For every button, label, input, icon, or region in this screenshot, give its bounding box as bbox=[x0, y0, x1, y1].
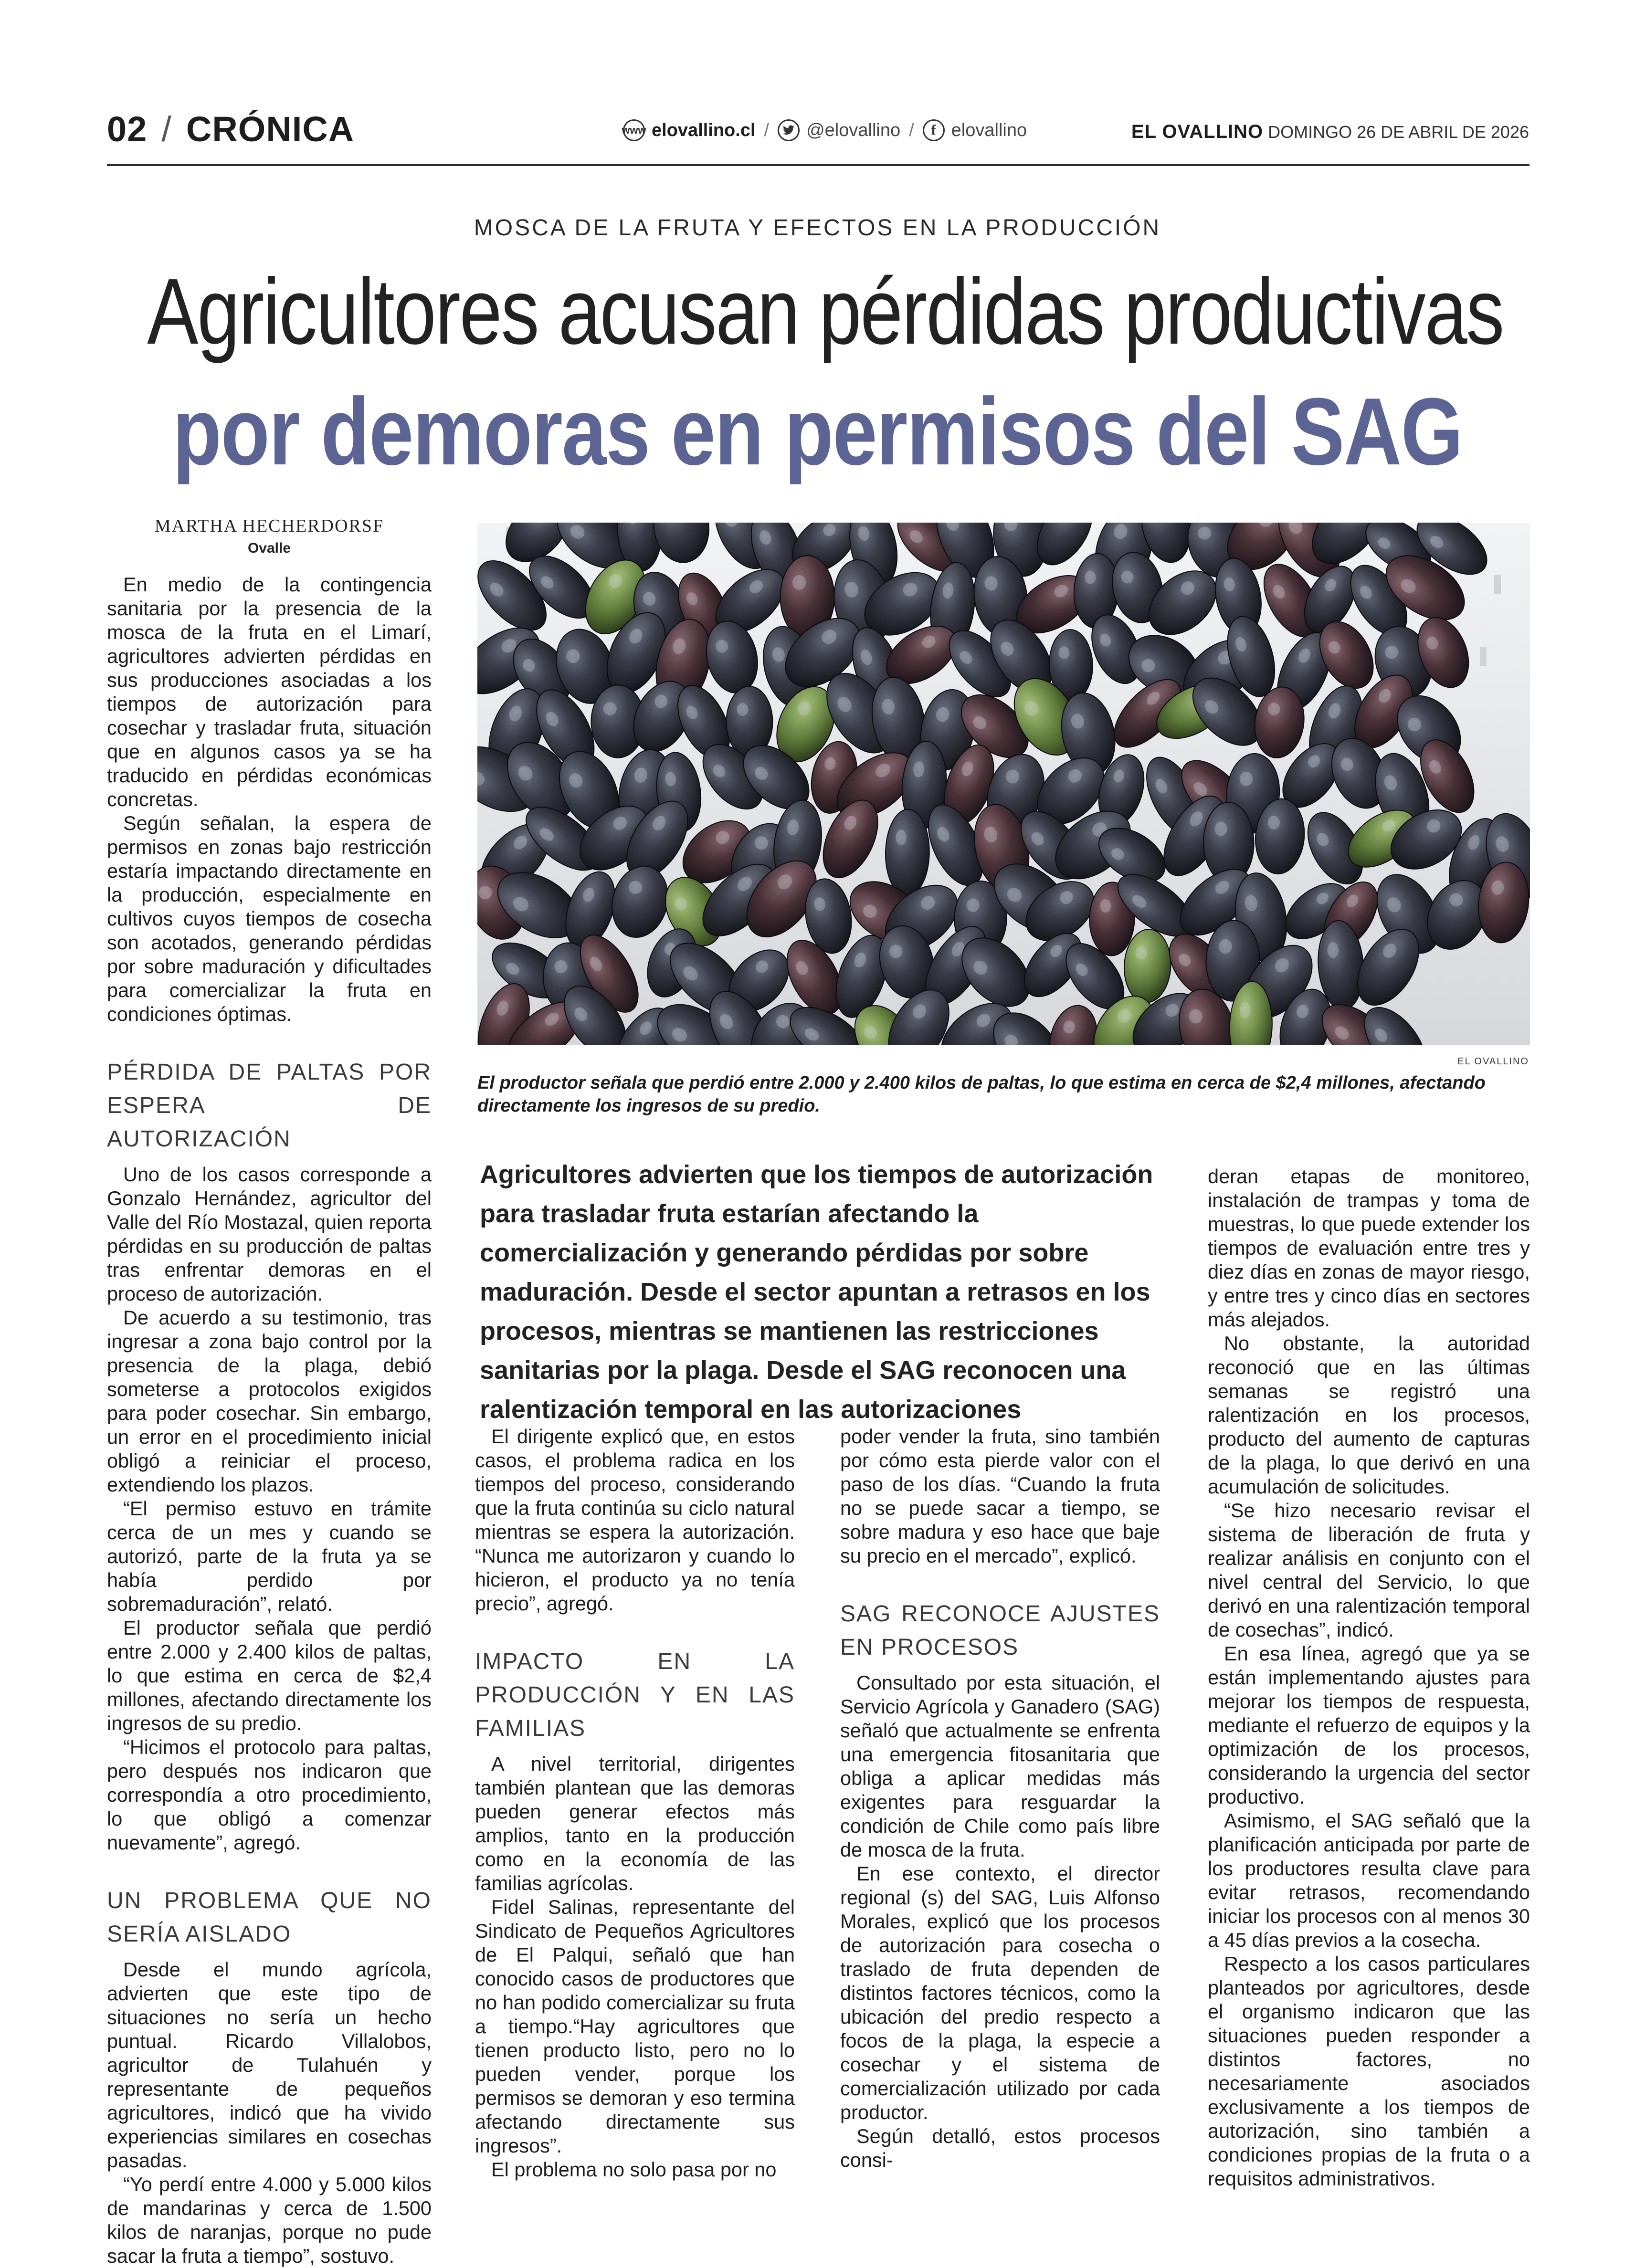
subheading: PÉRDIDA DE PALTAS POR ESPERA DE AUTORIZACIÓN bbox=[107, 1056, 432, 1156]
paragraph: De acuerdo a su testimonio, tras ingresar a zona bajo control por la presencia de la plaga, debió someterse a protocolos exigidos para poder cosechar. Sin embargo, un error en el procedimiento inicial obligó a reiniciar el proceso, extendiendo los plazos. bbox=[107, 1306, 432, 1497]
article-kicker: MOSCA DE LA FRUTA Y EFECTOS EN LA PRODUCCIÓN bbox=[0, 215, 1635, 241]
photo-credit: EL OVALLINO bbox=[1457, 1056, 1529, 1067]
paragraph: “El permiso estuvo en trámite cerca de un mes y cuando se autorizó, parte de la fruta ya se había perdido por sobremaduración”, relató. bbox=[107, 1497, 432, 1616]
author-name: MARTHA HECHERDORSF bbox=[107, 515, 432, 536]
paragraph: “Se hizo necesario revisar el sistema de liberación de fruta y realizar análisis en conjunto con el nivel central del Servicio, lo que derivó en una ralentización temporal de cosechas”, indicó. bbox=[1208, 1499, 1530, 1642]
header-divider bbox=[107, 164, 1530, 166]
avocado-highlight bbox=[792, 575, 806, 590]
twitter-icon bbox=[778, 119, 800, 141]
avocado-crate-illustration bbox=[477, 523, 1530, 1045]
article-column-1 bbox=[107, 573, 432, 2268]
newspaper-info bbox=[1131, 121, 1529, 143]
section-header bbox=[107, 109, 354, 149]
paragraph: Según señalan, la espera de permisos en zonas bajo restricción estaría impactando directamente en la producción, especialmente en cultivos cuyos tiempos de cosecha son acotados, generando pérdidas por sobre maduración y dificultades para comercializar la fruta en condiciones óptimas. bbox=[107, 811, 432, 1026]
paragraph: El dirigente explicó que, en estos casos, el problema radica en los tiempos del proceso, considerando que la fruta continúa su ciclo natural mientras se espera la autorización. “Nunca me autorizaron y cuando lo hicieron, el producto ya no tenía precio”, agregó. bbox=[475, 1425, 795, 1616]
facebook-handle[interactable]: elovallino bbox=[951, 120, 1027, 141]
paragraph: Fidel Salinas, representante del Sindicato de Pequeños Agricultores de El Palqui, señaló que han conocido casos de productores que no han podido comercializar su fruta a tiempo.“Hay agricultores que tienen producto listo, pero no lo pueden vender, porque los permisos se demoran y eso termina afectando directamente sus ingresos”. bbox=[475, 1895, 795, 2158]
paragraph: deran etapas de monitoreo, instalación de trampas y toma de muestras, lo que puede extender los tiempos de evaluación entre tres y diez días en zonas de mayor riesgo, y entre tres y cinco días en sectores más alejados. bbox=[1208, 1165, 1530, 1332]
paragraph: Consultado por esta situación, el Servicio Agrícola y Ganadero (SAG) señaló que actualmente se enfrenta una emergencia fitosanitaria que obliga a aplicar medidas más exigentes para resguardar la condición de Chile como país libre de mosca de la fruta. bbox=[840, 1671, 1160, 1862]
paragraph: El productor señala que perdió entre 2.000 y 2.400 kilos de paltas, lo que estima en cerca de $2,4 millones, afectando directamente los ingresos de su predio. bbox=[107, 1616, 432, 1735]
subheading: SAG RECONOCE AJUSTES EN PROCESOS bbox=[840, 1597, 1160, 1664]
paragraph: Según detalló, estos procesos consi- bbox=[840, 2124, 1160, 2172]
article-column-2 bbox=[475, 1425, 795, 2182]
separator: / bbox=[161, 109, 172, 149]
avocado-highlight bbox=[737, 703, 748, 716]
paragraph: “Yo perdí entre 4.000 y 5.000 kilos de mandarinas y cerca de 1.500 kilos de naranjas, porque no pude sacar la fruta a tiempo”, sostuvo. bbox=[107, 2173, 432, 2268]
website-link[interactable]: elovallino.cl bbox=[652, 120, 756, 141]
paragraph: poder vender la fruta, sino también por cómo esta pierde valor con el paso de los días. “Cuando la fruta no se puede sacar a tiempo, se sobre madura y eso hace que baje su precio en el mercado”, explicó. bbox=[840, 1425, 1160, 1568]
headline-line-1: Agricultores acusan pérdidas productivas bbox=[147, 265, 1488, 358]
subheading: UN PROBLEMA QUE NO SERÍA AISLADO bbox=[107, 1884, 432, 1951]
section-name: CRÓNICA bbox=[186, 109, 354, 149]
paragraph: No obstante, la autoridad reconoció que en las últimas semanas se registró una ralentización en los procesos, producto del aumento de capturas de la plaga, lo que derivó en una acumulación de solicitudes. bbox=[1208, 1332, 1530, 1499]
paragraph: Desde el mundo agrícola, advierten que este tipo de situaciones no sería un hecho puntual. Ricardo Villalobos, agricultor de Tulahuén y representante de pequeños agricultores, indicó que ha vivido experiencias similares en cosechas pasadas. bbox=[107, 1958, 432, 2173]
issue-date: DOMINGO 26 DE ABRIL DE 2026 bbox=[1268, 122, 1529, 142]
paragraph: Uno de los casos corresponde a Gonzalo Hernández, agricultor del Valle del Río Mostazal, quien reporta pérdidas en su producción de paltas tras enfrentar demoras en el proceso de autorización. bbox=[107, 1163, 432, 1306]
article-lead: Agricultores advierten que los tiempos de autorización para trasladar fruta estarían afectando la comercialización y generando pérdidas por sobre maduración. Desde el sector apuntan a retrasos en los procesos, mientras se mantienen las restricciones sanitarias por la plaga. Desde el SAG reconocen una ralentización temporal en las autorizaciones bbox=[480, 1155, 1162, 1429]
subheading: IMPACTO EN LA PRODUCCIÓN Y EN LAS FAMILIAS bbox=[475, 1645, 795, 1745]
paragraph: En ese contexto, el director regional (s) del SAG, Luis Alfonso Morales, explicó que los procesos de autorización para cosecha o traslado de fruta dependen de distintos factores técnicos, como la ubicación del predio respecto a focos de la plaga, la especie a cosechar y el sistema de comercialización utilizado por cada productor. bbox=[840, 1862, 1160, 2124]
facebook-icon: f bbox=[923, 119, 945, 141]
photo-caption: El productor señala que perdió entre 2.000 y 2.400 kilos de paltas, lo que estima en cerca de $2,4 millones, afectando directamente los ingresos de su predio. bbox=[477, 1071, 1530, 1117]
page-number: 02 bbox=[107, 109, 147, 149]
twitter-bird-glyph bbox=[782, 125, 795, 136]
article-photo-avocados bbox=[477, 523, 1530, 1045]
paragraph: A nivel territorial, dirigentes también plantean que las demoras pueden generar efectos más amplios, tanto en la producción como en la economía de las familias agrícolas. bbox=[475, 1752, 795, 1895]
article-column-3 bbox=[840, 1425, 1160, 2172]
dateline-location: Ovalle bbox=[107, 540, 432, 556]
twitter-handle[interactable]: @elovallino bbox=[806, 120, 900, 141]
separator: / bbox=[909, 120, 914, 141]
paragraph: En esa línea, agregó que ya se están implementando ajustes para mejorar los tiempos de respuesta, mediante el refuerzo de equipos y la optimización de los procesos, considerando la urgencia del sector productivo. bbox=[1208, 1642, 1530, 1809]
article-column-4 bbox=[1208, 1165, 1530, 2191]
headline-line-2: por demoras en permisos del SAG bbox=[131, 384, 1504, 480]
social-links bbox=[623, 119, 1027, 141]
paragraph: En medio de la contingencia sanitaria por la presencia de la mosca de la fruta en el Limarí, agricultores advierten pérdidas en sus producciones asociadas a los tiempos de autorización para cosechar y trasladar fruta, situación que en algunos casos ya se ha traducido en pérdidas económicas concretas. bbox=[107, 573, 432, 811]
paragraph: El problema no solo pasa por no bbox=[475, 2158, 795, 2182]
avocado-highlight bbox=[603, 702, 617, 715]
separator: / bbox=[764, 120, 770, 141]
paragraph: Asimismo, el SAG señaló que la planificación anticipada por parte de los productores resulta clave para evitar retrasos, recomendando iniciar los procesos con al menos 30 a 45 días previos a la cosecha. bbox=[1208, 1809, 1530, 1952]
paragraph: Respecto a los casos particulares planteados por agricultores, desde el organismo indicaron que las situaciones pueden responder a distintos factores, no necesariamente asociados exclusivamente a los tiempos de autorización, sino también a condiciones propias de la fruta o a requisitos administrativos. bbox=[1208, 1952, 1530, 2191]
paragraph: “Hicimos el protocolo para paltas, pero después nos indicaron que correspondía a otro procedimiento, lo que obligó a comenzar nuevamente”, agregó. bbox=[107, 1735, 432, 1855]
newspaper-name: EL OVALLINO bbox=[1131, 121, 1263, 142]
web-icon: www bbox=[623, 119, 645, 141]
